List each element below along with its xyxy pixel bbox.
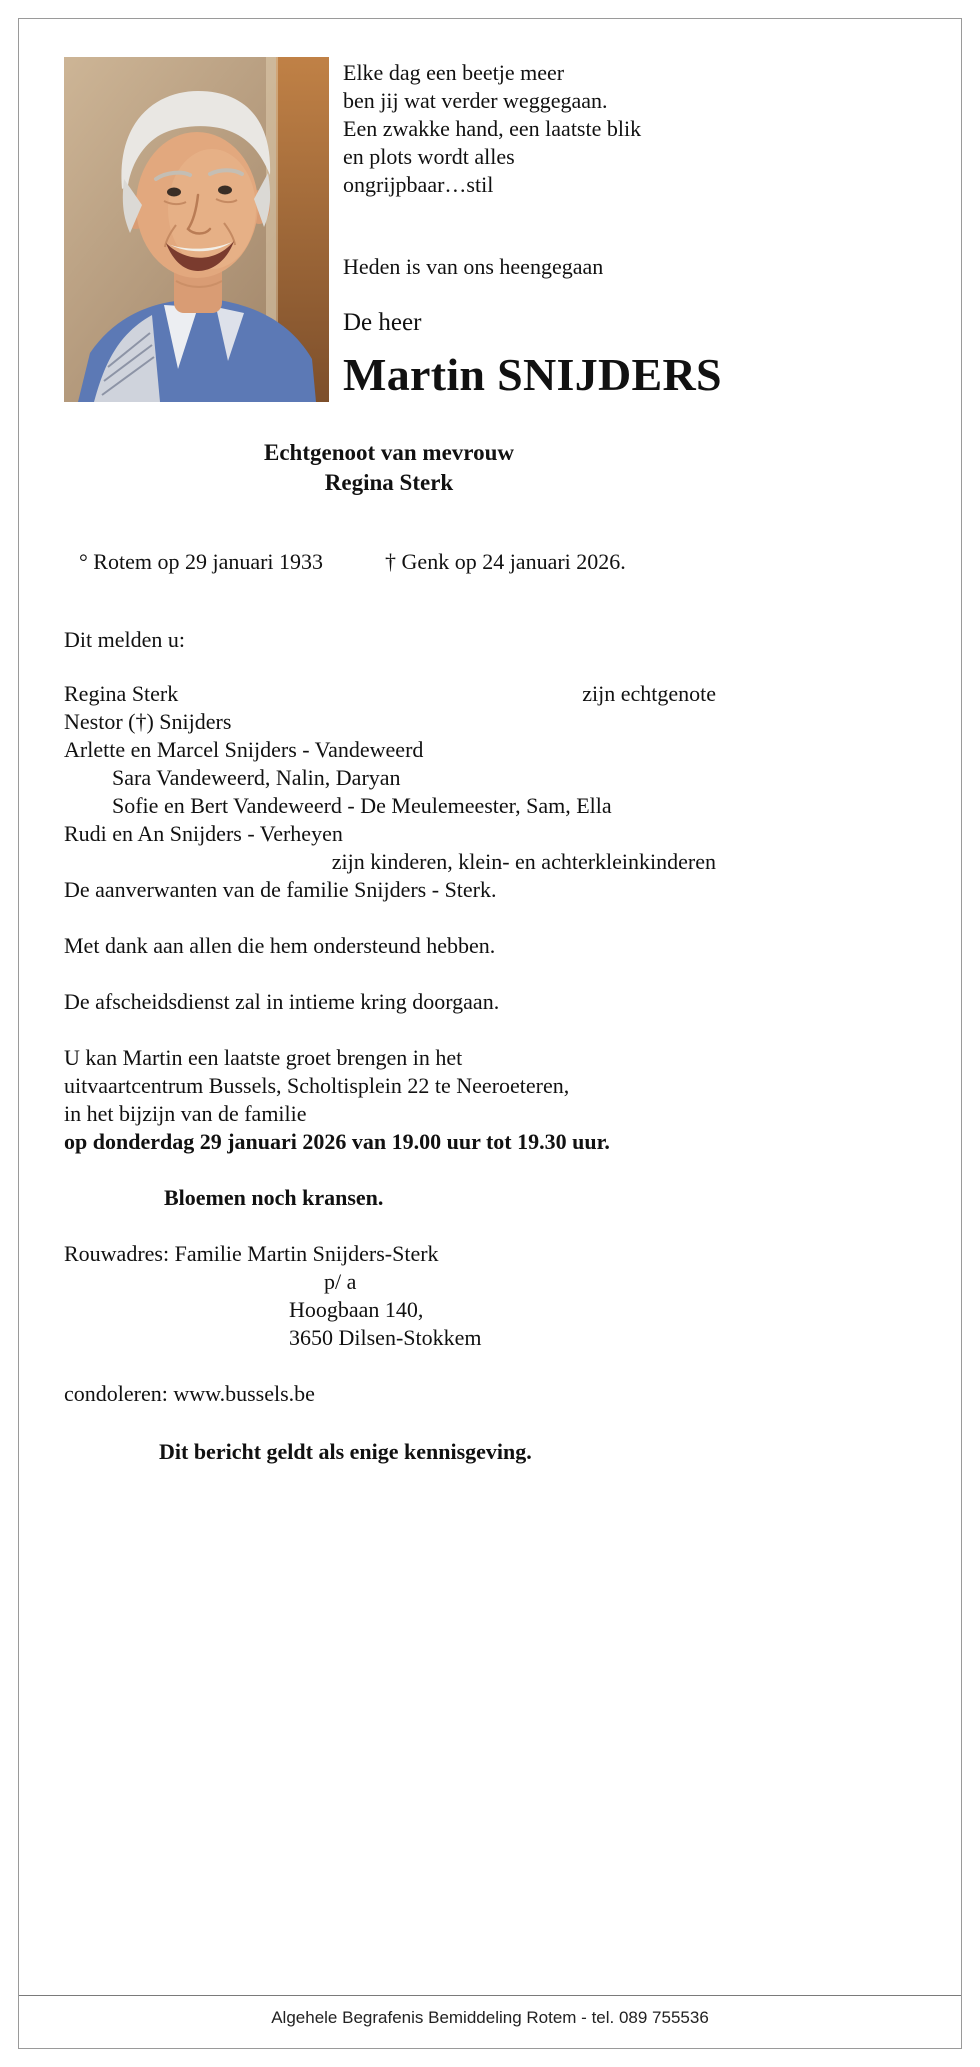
footer-divider [19, 1995, 961, 1996]
portrait-photo [64, 57, 329, 402]
family-relatives: De aanverwanten van de familie Snijders - Sterk. [64, 877, 497, 902]
header-text-column [343, 57, 722, 402]
poem-line: Elke dag een beetje meer [343, 60, 565, 85]
poem-line: en plots wordt alles [343, 144, 515, 169]
visit-paragraph [64, 1044, 916, 1156]
visit-datetime: op donderdag 29 januari 2026 van 19.00 uur tot 19.30 uur. [64, 1129, 610, 1154]
spouse-name: Regina Sterk [324, 470, 454, 495]
obituary-page [18, 18, 962, 2049]
life-dates [19, 548, 961, 576]
final-notice: Dit bericht geldt als enige kennisgeving. [159, 1439, 532, 1464]
poem-line: ongrijpbaar…stil [343, 172, 494, 197]
visit-line: in het bijzijn van de familie [64, 1101, 307, 1126]
family-row-spouse [64, 680, 716, 708]
family-heading: Dit melden u: [64, 627, 185, 652]
family-list [64, 680, 716, 904]
visit-line: uitvaartcentrum Bussels, Scholtisplein 22 te Neeroeteren, [64, 1073, 570, 1098]
spouse-block [19, 438, 759, 498]
family-relation: zijn kinderen, klein- en achterkleinkinderen [331, 849, 716, 874]
funeral-home-footer: Algehele Begrafenis Bemiddeling Rotem - tel. 089 755536 [271, 2008, 709, 2027]
death-date: † Genk op 24 januari 2026. [385, 549, 626, 574]
family-member: Arlette en Marcel Snijders - Vandeweerd [64, 737, 424, 762]
mourning-address-line: Hoogbaan 140, [289, 1297, 424, 1322]
family-member: Rudi en An Snijders - Verheyen [64, 821, 343, 846]
mourning-address-line: 3650 Dilsen-Stokkem [289, 1325, 482, 1350]
header-section [19, 19, 961, 402]
service-line: De afscheidsdienst zal in intieme kring doorgaan. [64, 989, 500, 1014]
mourning-address-line: Rouwadres: Familie Martin Snijders-Sterk [64, 1241, 439, 1266]
family-member: Nestor (†) Snijders [64, 709, 232, 734]
condolences-line: condoleren: www.bussels.be [64, 1381, 315, 1406]
thanks-line: Met dank aan allen die hem ondersteund hebben. [64, 933, 496, 958]
birth-date: ° Rotem op 29 januari 1933 [79, 549, 324, 574]
mourning-address-line: p/ a [324, 1269, 357, 1294]
portrait-illustration [64, 57, 329, 402]
family-member: Sara Vandeweerd, Nalin, Daryan [112, 765, 401, 790]
mourning-address [19, 1240, 961, 1352]
salutation: De heer [343, 309, 422, 336]
family-member: Sofie en Bert Vandeweerd - De Meulemeester, Sam, Ella [112, 793, 612, 818]
flowers-line: Bloemen noch kransen. [164, 1185, 384, 1210]
announcement-line: Heden is van ons heengegaan [343, 254, 604, 279]
visit-line: U kan Martin een laatste groet brengen in het [64, 1045, 463, 1070]
family-member: Regina Sterk [64, 681, 179, 706]
spouse-intro: Echtgenoot van mevrouw [263, 440, 514, 465]
deceased-name: Martin SNIJDERS [343, 349, 722, 400]
family-relation: zijn echtgenote [582, 681, 716, 706]
poem-line: ben jij wat verder weggegaan. [343, 88, 608, 113]
poem-line: Een zwakke hand, een laatste blik [343, 116, 642, 141]
